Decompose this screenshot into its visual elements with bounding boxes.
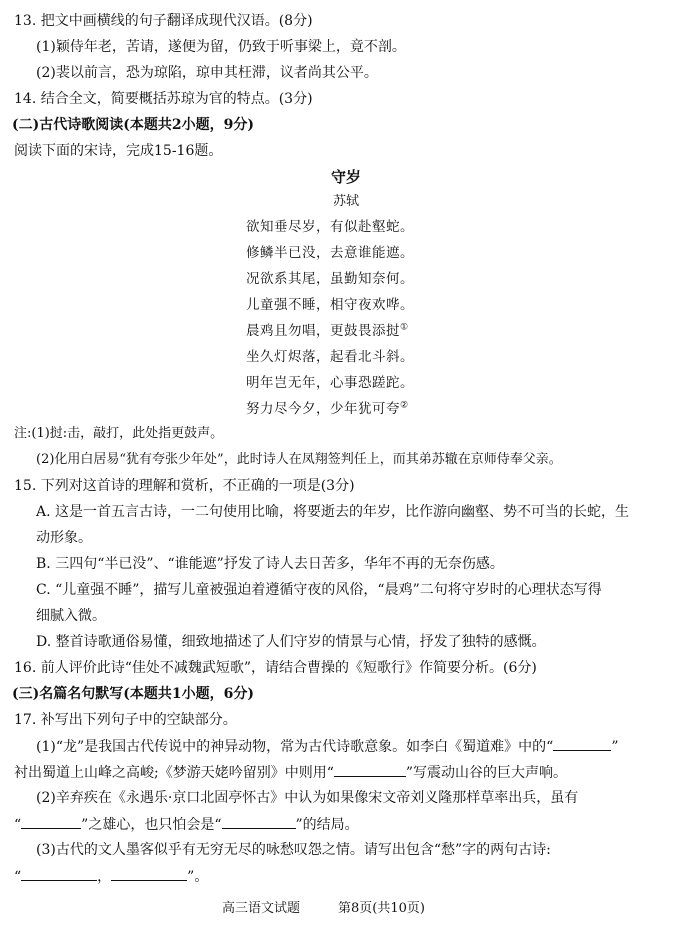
q17-part2-line2: “ ”之雄心，也只怕会是“ ”的结局。 xyxy=(14,817,359,833)
q15-option-c: C. “儿童强不睡”，描写儿童被强迫着遵循守夜的风俗，“晨鸡”二句将守岁时的心理状态写得 xyxy=(36,582,602,598)
footer-subject: 高三语文试题 xyxy=(222,901,301,916)
answer-blank[interactable] xyxy=(21,815,81,829)
q16-stem: 16. 前人评价此诗“佳处不减魏武短歌”，请结合曹操的《短歌行》作简要分析。(6分) xyxy=(14,660,537,676)
poem-title: 守岁 xyxy=(330,168,361,186)
q15-option-a: A. 这是一首五言古诗，一二句使用比喻，将要逝去的年岁，比作游向幽壑、势不可当的长蛇，生 xyxy=(36,504,630,520)
poem-line-7: 明年岂无年，心事恐蹉跎。 xyxy=(246,375,414,391)
footer-page-number: 第8页(共10页) xyxy=(338,901,425,916)
q17-stem: 17. 补写出下列句子中的空缺部分。 xyxy=(14,712,237,728)
answer-blank[interactable] xyxy=(111,867,187,881)
q13-stem: 13. 把文中画横线的句子翻译成现代汉语。(8分) xyxy=(14,13,313,29)
poem-line-4: 儿童强不睡，相守夜欢哗。 xyxy=(246,297,414,313)
answer-blank[interactable] xyxy=(553,737,611,751)
q17-part3-line2: “ ， ”。 xyxy=(14,869,209,885)
q14-stem: 14. 结合全文，简要概括苏琼为官的特点。(3分) xyxy=(14,91,313,107)
section2-heading: (二)古代诗歌阅读(本题共2小题，9分) xyxy=(12,117,254,133)
q15-option-b: B. 三四句“半已没”、“谁能遮”抒发了诗人去日苦多，华年不再的无奈伤感。 xyxy=(36,556,504,572)
poem-line-1: 欲知垂尽岁，有似赴壑蛇。 xyxy=(246,219,414,235)
q15-option-c-cont: 细腻入微。 xyxy=(36,608,106,624)
footnote-mark-2: ② xyxy=(400,400,409,411)
q17-part1-line2: 衬出蜀道上山峰之高峻;《梦游天姥吟留别》中则用“ ”写震动山谷的巨大声响。 xyxy=(14,765,568,781)
poem-line-6: 坐久灯烬落，起看北斗斜。 xyxy=(246,349,414,365)
poem-line-3: 况欲系其尾，虽勤知奈何。 xyxy=(246,271,414,287)
poem-author: 苏轼 xyxy=(332,194,359,209)
poem-line-2: 修鳞半已没，去意谁能遮。 xyxy=(246,245,414,261)
footnote-mark-1: ① xyxy=(400,322,409,333)
q17-part1-line1: (1)“龙”是我国古代传说中的神异动物，常为古代诗歌意象。如李白《蜀道难》中的“ ” xyxy=(36,739,619,755)
note-1: 注:(1)挝:击，敲打，此处指更鼓声。 xyxy=(14,426,224,441)
q13-sentence-2: (2)裴以前言，恐为琼陷，琼申其枉滞，议者尚其公平。 xyxy=(36,65,378,81)
answer-blank[interactable] xyxy=(334,763,406,777)
answer-blank[interactable] xyxy=(21,867,97,881)
poem-line-5: 晨鸡且勿唱，更鼓畏添挝① xyxy=(246,322,409,339)
q15-option-a-cont: 动形象。 xyxy=(36,530,92,546)
section3-heading: (三)名篇名句默写(本题共1小题，6分) xyxy=(12,686,254,702)
note-2: (2)化用白居易“犹有夸张少年处”，此时诗人在凤翔签判任上，而其弟苏辙在京师侍奉父亲。 xyxy=(36,452,562,467)
q13-sentence-1: (1)颖侍年老，苦请，遂便为留，仍致于听事梁上，竟不剖。 xyxy=(36,39,406,55)
q17-part2-line1: (2)辛弃疾在《永遇乐·京口北固亭怀古》中认为如果像宋文帝刘义隆那样草率出兵，虽有 xyxy=(36,790,579,806)
q17-part3-line1: (3)古代的文人墨客似乎有无穷无尽的咏愁叹怨之情。请写出包含“愁”字的两句古诗: xyxy=(36,842,551,858)
q15-stem: 15. 下列对这首诗的理解和赏析，不正确的一项是(3分) xyxy=(14,478,355,494)
q15-option-d: D. 整首诗歌通俗易懂，细致地描述了人们守岁的情景与心情，抒发了独特的感慨。 xyxy=(36,634,546,650)
section2-intro: 阅读下面的宋诗，完成15-16题。 xyxy=(14,143,223,159)
poem-line-8: 努力尽今夕，少年犹可夸② xyxy=(246,400,409,417)
answer-blank[interactable] xyxy=(222,815,296,829)
